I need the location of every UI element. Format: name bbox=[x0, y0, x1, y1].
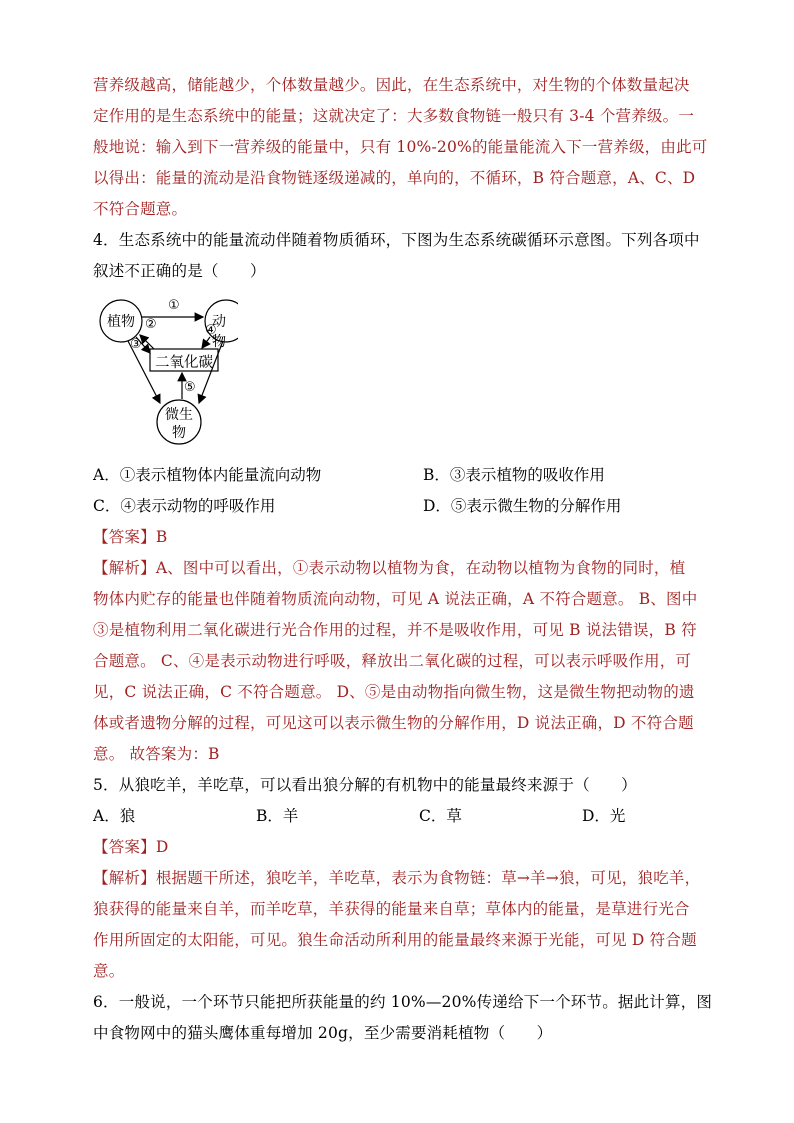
answer-value: B bbox=[155, 528, 168, 546]
analysis-tag: 【解析】 bbox=[93, 559, 156, 577]
co2-label: 二氧化碳 bbox=[155, 355, 213, 371]
analysis-text: A、图中可以看出，①表示动物以植物为食，在动物以植物为食物的同时，植 bbox=[155, 559, 686, 577]
analysis-line: 定作用的是生态系统中的能量；这就决定了：大多数食物链一般只有 3-4 个营养级。一 bbox=[93, 107, 695, 125]
analysis-line: 般地说：输入到下一营养级的能量中，只有 10%-20%的能量能流入下一营养级，由此可 bbox=[93, 138, 708, 156]
question-text: 中食物网中的猫头鹰体重每增加 20g，至少需要消耗植物（ ） bbox=[93, 1024, 553, 1042]
num-4: ④ bbox=[205, 323, 217, 338]
option-a: A．①表示植物体内能量流向动物 bbox=[93, 466, 322, 484]
analysis-text: 根据题干所述，狼吃羊，羊吃草，表示为食物链：草→羊→狼，可见，狼吃羊， bbox=[155, 869, 701, 887]
num-5: ⑤ bbox=[184, 380, 196, 395]
num-2: ② bbox=[145, 317, 157, 332]
question-text: 叙述不正确的是（ ） bbox=[93, 262, 266, 280]
analysis-line: 体或者遗物分解的过程，可见这可以表示微生物的分解作用，D 说法正确，D 不符合题 bbox=[93, 714, 694, 732]
analysis-line bbox=[93, 553, 705, 584]
analysis-tag: 【解析】 bbox=[93, 869, 156, 887]
option-b: B．③表示植物的吸收作用 bbox=[423, 466, 605, 484]
analysis-line: 不符合题意。 bbox=[93, 200, 188, 218]
analysis-line: 作用所固定的太阳能，可见。狼生命活动所利用的能量最终来源于光能，可见 D 符合题 bbox=[93, 931, 697, 949]
analysis-line: 见，C 说法正确，C 不符合题意。 D、⑤是由动物指向微生物，这是微生物把动物的遗 bbox=[93, 683, 695, 701]
option-d: D．光 bbox=[582, 807, 626, 825]
analysis-line bbox=[93, 863, 705, 894]
analysis bbox=[93, 863, 705, 987]
option-c: C．④表示动物的呼吸作用 bbox=[93, 497, 276, 515]
analysis-line: 合题意。 C、④是表示动物进行呼吸，释放出二氧化碳的过程，可以表示呼吸作用，可 bbox=[93, 652, 692, 670]
question-text: 4．生态系统中的能量流动伴随着物质循环，下图为生态系统碳循环示意图。下列各项中 bbox=[93, 231, 700, 249]
num-1: ① bbox=[168, 298, 180, 313]
microbe-label-1: 微生 bbox=[165, 407, 193, 423]
answer-value: D bbox=[155, 838, 169, 856]
option-b: B．羊 bbox=[256, 807, 299, 825]
document-page bbox=[93, 70, 713, 1049]
answer-tag: 【答案】 bbox=[93, 838, 156, 856]
analysis-line: 狼获得的能量来自羊，而羊吃草，羊获得的能量来自草；草体内的能量，是草进行光合 bbox=[93, 900, 690, 918]
answer-tag: 【答案】 bbox=[93, 528, 156, 546]
carbon-cycle-diagram bbox=[98, 295, 238, 450]
options-row bbox=[93, 491, 705, 522]
option-c: C．草 bbox=[419, 807, 462, 825]
animal-label: 动物 bbox=[212, 314, 226, 350]
analysis-line: 以得出：能量的流动是沿食物链逐级递减的，单向的，不循环，B 符合题意，A、C、D bbox=[93, 169, 696, 187]
plant-label: 植物 bbox=[107, 314, 135, 330]
analysis-line: 营养级越高，储能越少，个体数量越少。因此，在生态系统中，对生物的个体数量起决 bbox=[93, 76, 690, 94]
option-d: D．⑤表示微生物的分解作用 bbox=[423, 497, 622, 515]
question-5 bbox=[93, 770, 705, 987]
analysis-line: 意。 故答案为：B bbox=[93, 745, 220, 763]
answer-line bbox=[93, 522, 705, 553]
question-text: 5．从狼吃羊，羊吃草，可以看出狼分解的有机物中的能量最终来源于（ ） bbox=[93, 776, 637, 794]
arrow-4 bbox=[202, 337, 210, 348]
arrow-2 bbox=[140, 335, 154, 349]
options-row bbox=[93, 801, 705, 832]
question-6 bbox=[93, 987, 713, 1049]
analysis-line: 物体内贮存的能量也伴随着物质流向动物，可见 A 说法正确，A 不符合题意。 B、图中 bbox=[93, 590, 698, 608]
option-a: A．狼 bbox=[93, 807, 136, 825]
previous-analysis bbox=[93, 70, 708, 225]
question-4 bbox=[93, 225, 705, 770]
analysis-line: ③是植物利用二氧化碳进行光合作用的过程，并不是吸收作用，可见 B 说法错误，B 符 bbox=[93, 621, 697, 639]
options-row bbox=[93, 460, 705, 491]
question-text: 6．一般说，一个环节只能把所获能量的约 10%—20%传递给下一个环节。据此计算，图 bbox=[93, 993, 713, 1011]
num-3: ③ bbox=[130, 337, 142, 352]
answer-line bbox=[93, 832, 705, 863]
analysis-line: 意。 bbox=[93, 962, 125, 980]
analysis bbox=[93, 553, 705, 770]
microbe-label-2: 物 bbox=[172, 425, 186, 441]
